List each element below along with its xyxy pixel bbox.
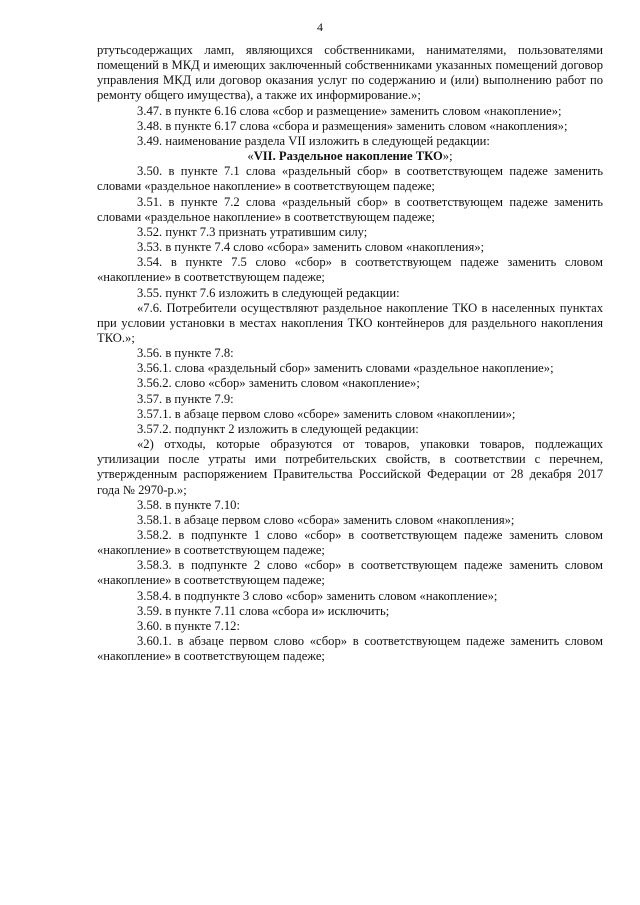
paragraph: ртутьсодержащих ламп, являющихся собственниками, нанимателями, пользователями помещений в МКД и имеющих заключенный собственниками указанных помещений договор управления МКД или договор оказания услуг по содержанию и (или) выполнению работ по ремонту общего имущества), а также их информирование.»; bbox=[97, 43, 603, 103]
paragraph: 3.52. пункт 7.3 признать утратившим силу; bbox=[137, 224, 368, 239]
paragraph: 3.51. в пункте 7.2 слова «раздельный сбор» в соответствующем падеже заменить словами «раздельное накопление» в соответствующем падеже; bbox=[97, 194, 603, 224]
heading-title: VII. Раздельное накопление ТКО bbox=[253, 149, 443, 164]
paragraph: 3.49. наименование раздела VII изложить в следующей редакции: bbox=[137, 133, 490, 148]
heading-open-quote: « bbox=[247, 149, 254, 164]
paragraph: 3.57.2. подпункт 2 изложить в следующей редакции: bbox=[137, 421, 419, 436]
paragraph: 3.58. в пункте 7.10: bbox=[137, 497, 240, 512]
page-number: 4 bbox=[317, 20, 323, 34]
paragraph: 3.58.3. в подпункте 2 слово «сбор» в соответствующем падеже заменить словом «накопление» в соответствующем падеже; bbox=[97, 558, 603, 588]
paragraph: 3.48. в пункте 6.17 слова «сбора и размещения» заменить словом «накопления»; bbox=[137, 118, 568, 133]
paragraph: 3.57. в пункте 7.9: bbox=[137, 391, 234, 406]
paragraph: 3.58.1. в абзаце первом слово «сбора» заменить словом «накопления»; bbox=[137, 512, 515, 527]
paragraph: «7.6. Потребители осуществляют раздельное накопление ТКО в населенных пунктах при условии установки в местах накопления ТКО контейнеров для раздельного накопления ТКО.»; bbox=[97, 300, 603, 345]
paragraph: 3.56. в пункте 7.8: bbox=[137, 346, 234, 361]
paragraph: 3.53. в пункте 7.4 слово «сбора» заменить словом «накопления»; bbox=[137, 240, 485, 255]
paragraph: 3.57.1. в абзаце первом слово «сборе» заменить словом «накоплении»; bbox=[137, 406, 516, 421]
paragraph: 3.50. в пункте 7.1 слова «раздельный сбор» в соответствующем падеже заменить словами «раздельное накопление» в соответствующем падеже; bbox=[97, 164, 603, 194]
paragraph: 3.56.2. слово «сбор» заменить словом «накопление»; bbox=[137, 376, 420, 391]
paragraph: 3.54. в пункте 7.5 слово «сбор» в соответствующем падеже заменить словом «накопление» в соответствующем падеже; bbox=[97, 255, 603, 285]
paragraph: 3.55. пункт 7.6 изложить в следующей редакции: bbox=[137, 285, 400, 300]
paragraph: 3.47. в пункте 6.16 слова «сбор и размещение» заменить словом «накопление»; bbox=[137, 103, 562, 118]
paragraph: 3.60. в пункте 7.12: bbox=[137, 618, 240, 633]
section-heading bbox=[97, 149, 603, 164]
paragraph: 3.60.1. в абзаце первом слово «сбор» в соответствующем падеже заменить словом «накопление» в соответствующем падеже; bbox=[97, 634, 603, 664]
paragraph: «2) отходы, которые образуются от товаров, упаковки товаров, подлежащих утилизации после утраты ими потребительских свойств, в соответствии с перечнем, утвержденным распоряжением Правительства Российской Федерации от 28 декабря 2017 года № 2970-р.»; bbox=[97, 437, 603, 497]
document-body bbox=[97, 43, 603, 664]
paragraph: 3.56.1. слова «раздельный сбор» заменить словами «раздельное накопление»; bbox=[137, 361, 554, 376]
paragraph: 3.58.4. в подпункте 3 слово «сбор» заменить словом «накопление»; bbox=[137, 588, 498, 603]
heading-close: »; bbox=[442, 149, 453, 164]
paragraph: 3.59. в пункте 7.11 слова «сбора и» исключить; bbox=[137, 603, 390, 618]
paragraph: 3.58.2. в подпункте 1 слово «сбор» в соответствующем падеже заменить словом «накопление» в соответствующем падеже; bbox=[97, 528, 603, 558]
